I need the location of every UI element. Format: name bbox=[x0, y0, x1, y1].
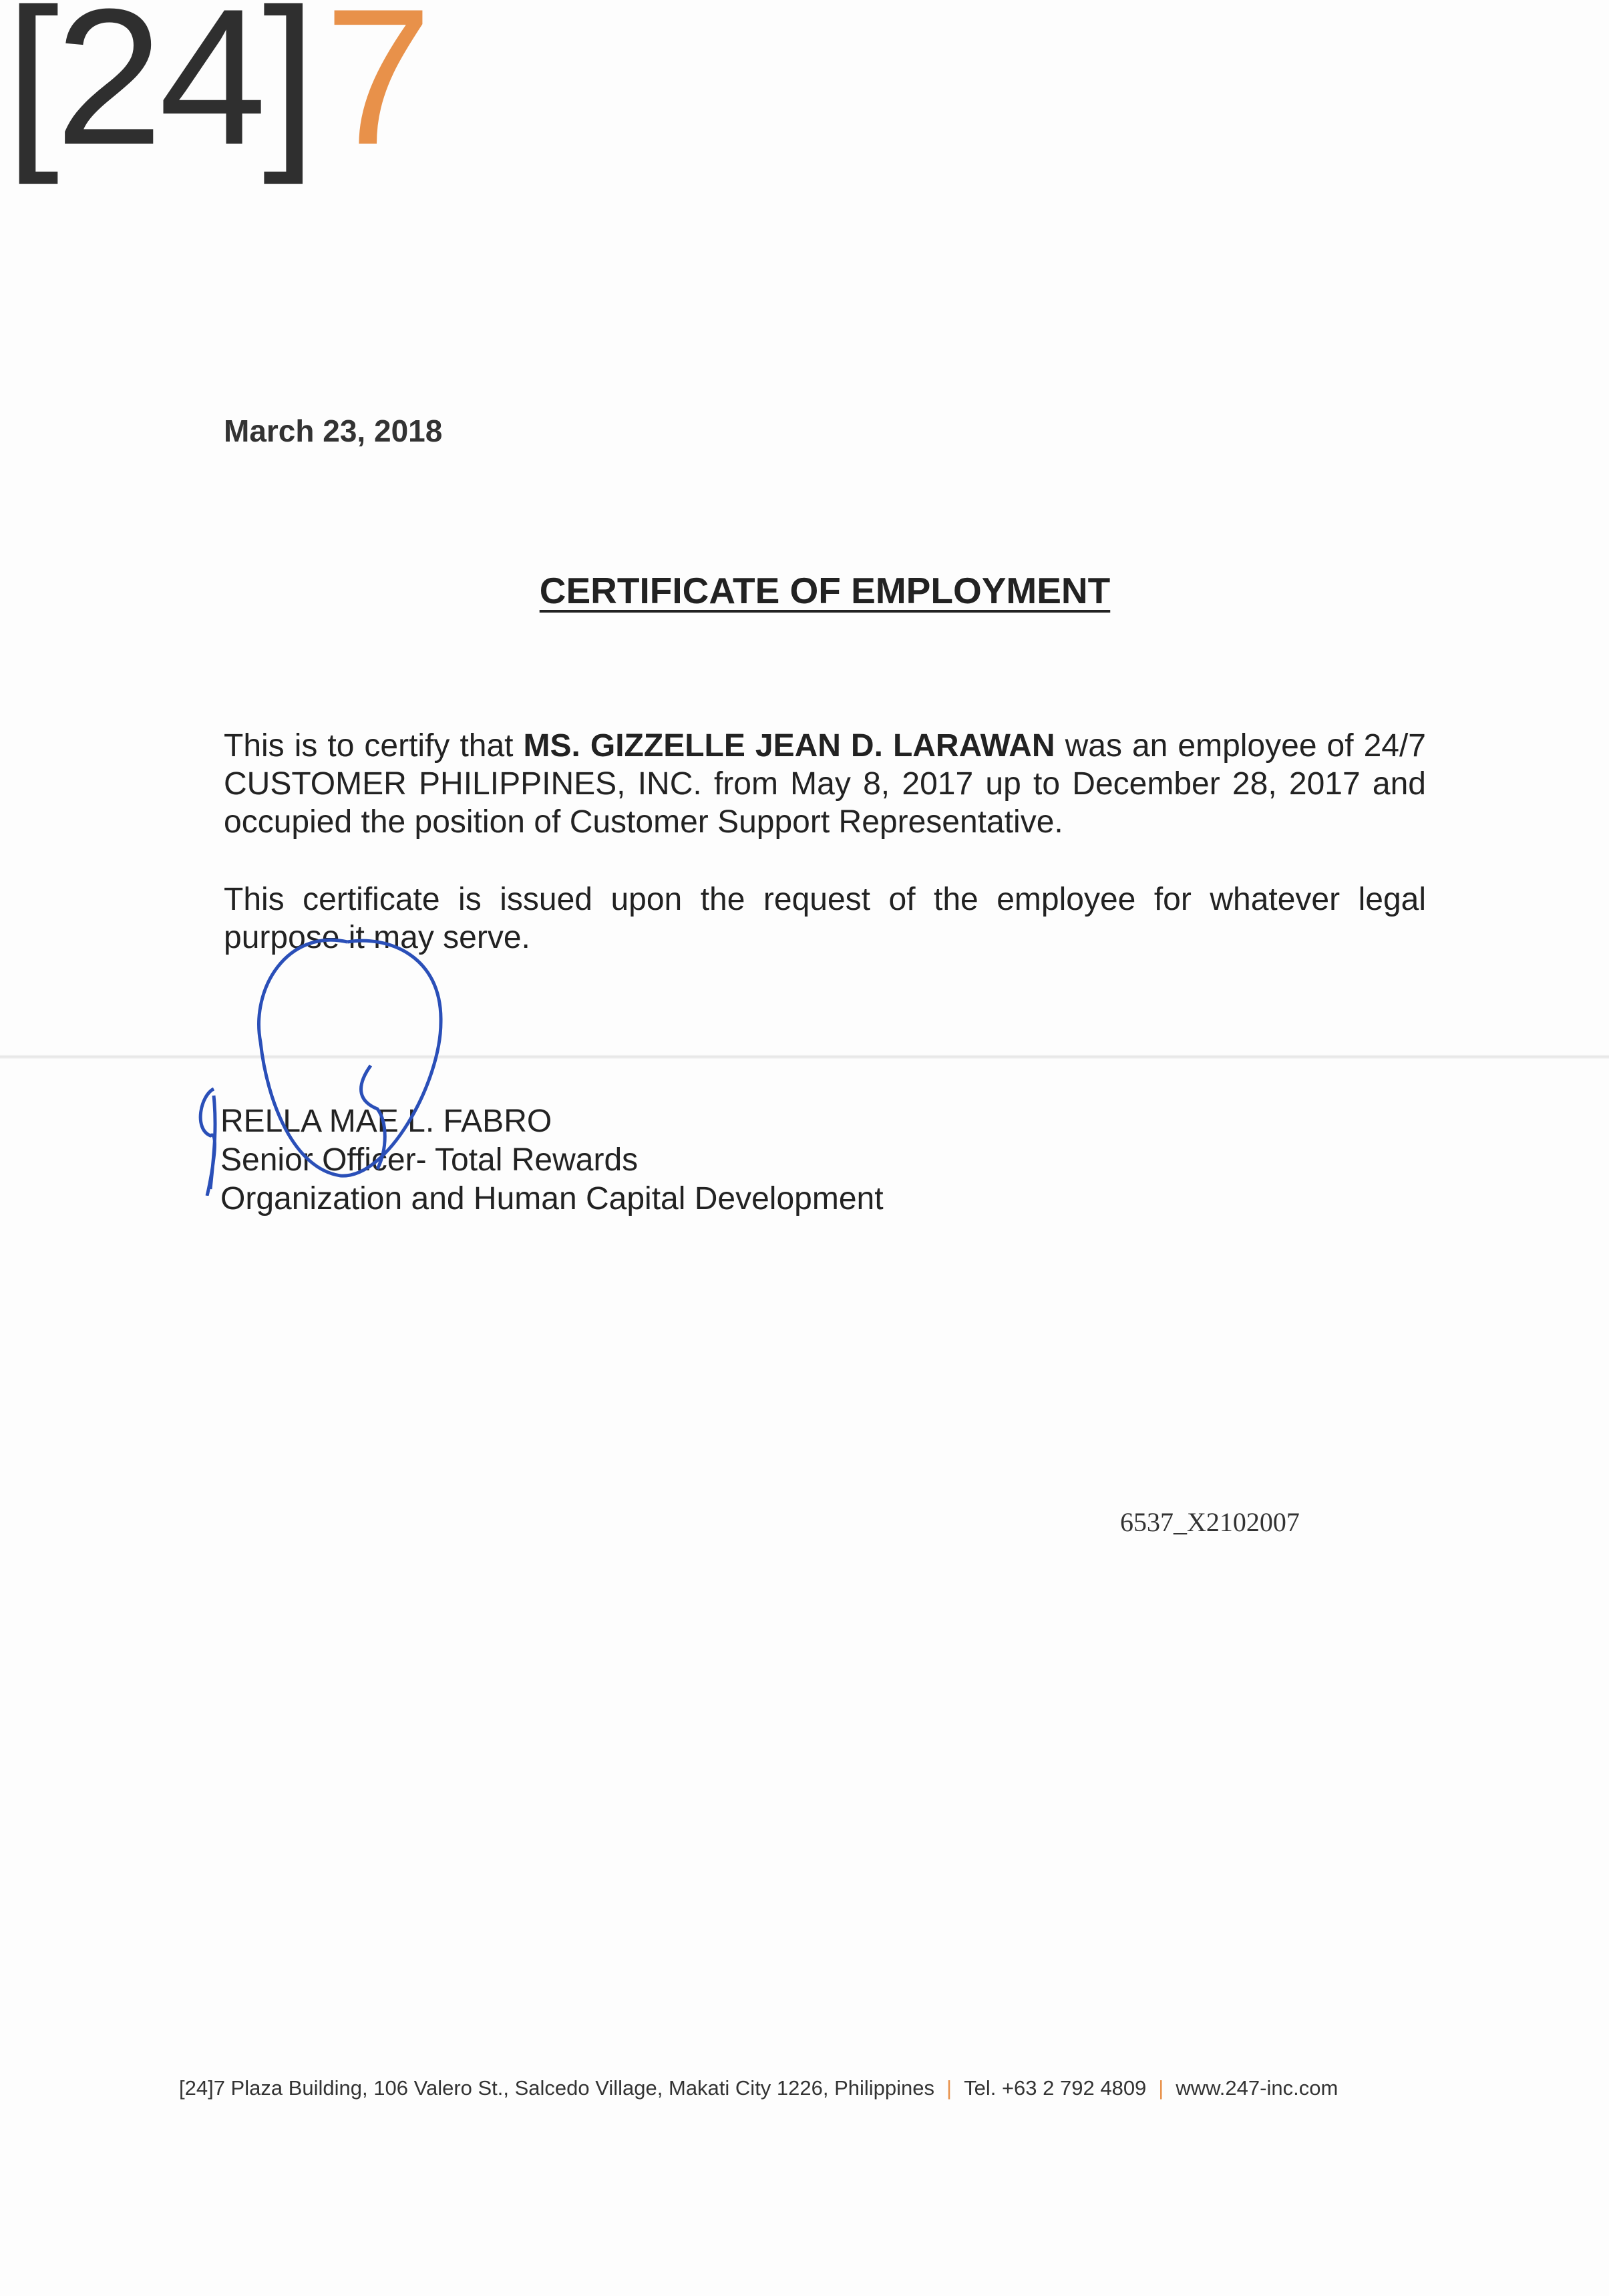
employee-name: MS. GIZZELLE JEAN D. LARAWAN bbox=[523, 728, 1055, 764]
telephone: Tel. +63 2 792 4809 bbox=[964, 2076, 1147, 2100]
letterhead-footer bbox=[179, 2076, 1338, 2100]
document-title: CERTIFICATE OF EMPLOYMENT bbox=[539, 570, 1111, 611]
text: This is to certify that bbox=[224, 728, 524, 764]
signatory-name: RELLA MAE L. FABRO bbox=[220, 1104, 552, 1139]
purpose-paragraph: This certificate is issued upon the request of the employee for whatever legal purpose it may serve. bbox=[224, 882, 1426, 955]
website: www.247-inc.com bbox=[1176, 2076, 1338, 2100]
logo-seven: 7 bbox=[324, 0, 429, 185]
separator: | bbox=[946, 2076, 952, 2100]
handwritten-signature bbox=[187, 929, 468, 1196]
company-logo bbox=[5, 0, 429, 185]
signatory-department: Organization and Human Capital Development bbox=[220, 1181, 884, 1216]
logo-brackets: [24] bbox=[5, 0, 313, 185]
text: was an employee of 24/7 CUSTOMER PHILIPPINES, INC. from May 8, 2017 up to December 28, 2017 and occupied the position of Customer Support Representative. bbox=[224, 728, 1426, 840]
letter-date: March 23, 2018 bbox=[224, 414, 443, 448]
separator: | bbox=[1158, 2076, 1164, 2100]
signatory-position: Senior Officer- Total Rewards bbox=[220, 1142, 639, 1178]
reference-code: 6537_X2102007 bbox=[1120, 1507, 1300, 1537]
company-address: [24]7 Plaza Building, 106 Valero St., Salcedo Village, Makati City 1226, Philippines bbox=[179, 2076, 935, 2100]
certification-paragraph bbox=[224, 727, 1426, 841]
